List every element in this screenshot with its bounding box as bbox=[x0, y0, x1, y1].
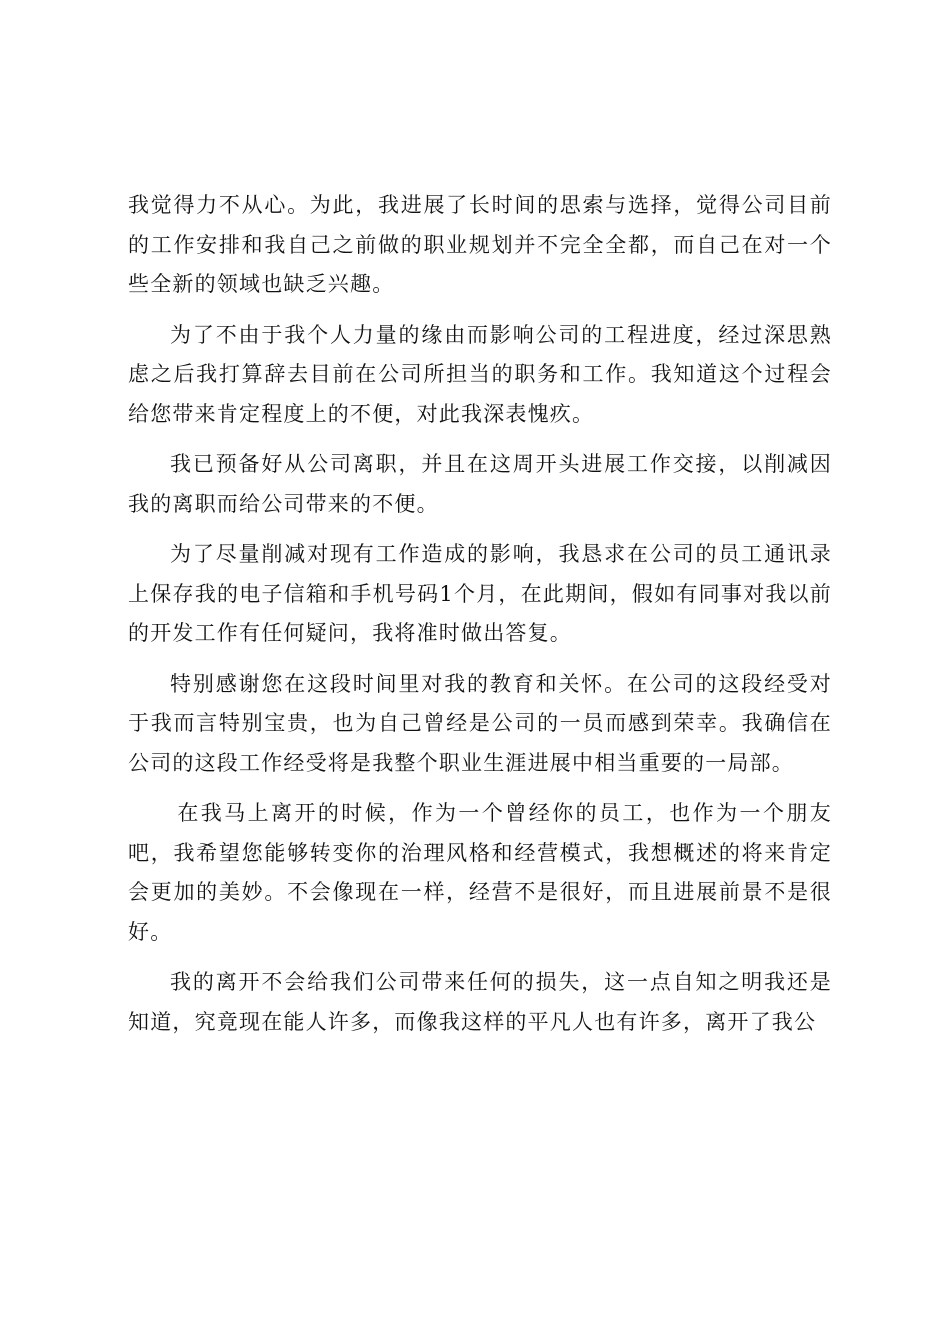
paragraph-1: 我觉得力不从心。为此，我进展了长时间的思索与选择，觉得公司目前的工作安排和我自己之前做的职业规划并不完全全都，而自己在对一个些全新的领域也缺乏兴趣。 bbox=[128, 193, 832, 296]
paragraph-5: 特别感谢您在这段时间里对我的教育和关怀。在公司的这段经受对于我而言特别宝贵，也为自己曾经是公司的一员而感到荣幸。我确信在公司的这段工作经受将是我整个职业生涯进展中相当重要的一局部。 bbox=[128, 671, 832, 775]
paragraph-7: 我的离开不会给我们公司带来任何的损失，这一点自知之明我还是知道，究竟现在能人许多，而像我这样的平凡人也有许多，离开了我公 bbox=[128, 970, 832, 1034]
paragraph-3: 我已预备好从公司离职，并且在这周开头进展工作交接，以削减因我的离职而给公司带来的不便。 bbox=[128, 452, 832, 516]
paragraph-2: 为了不由于我个人力量的缘由而影响公司的工程进度，经过深思熟虑之后我打算辞去目前在公司所担当的职务和工作。我知道这个过程会给您带来肯定程度上的不便，对此我深表愧疚。 bbox=[128, 322, 832, 426]
document-body bbox=[128, 186, 832, 1053]
paragraph-6: 在我马上离开的时候，作为一个曾经你的员工，也作为一个朋友吧，我希望您能够转变你的治理风格和经营模式，我想概述的将来肯定会更加的美妙。不会像现在一样，经营不是很好，而且进展前景不是很好。 bbox=[128, 801, 832, 944]
paragraph-4: 为了尽量削减对现有工作造成的影响，我恳求在公司的员工通讯录上保存我的电子信箱和手机号码1个月，在此期间，假如有同事对我以前的开发工作有任何疑问，我将准时做出答复。 bbox=[128, 542, 832, 645]
